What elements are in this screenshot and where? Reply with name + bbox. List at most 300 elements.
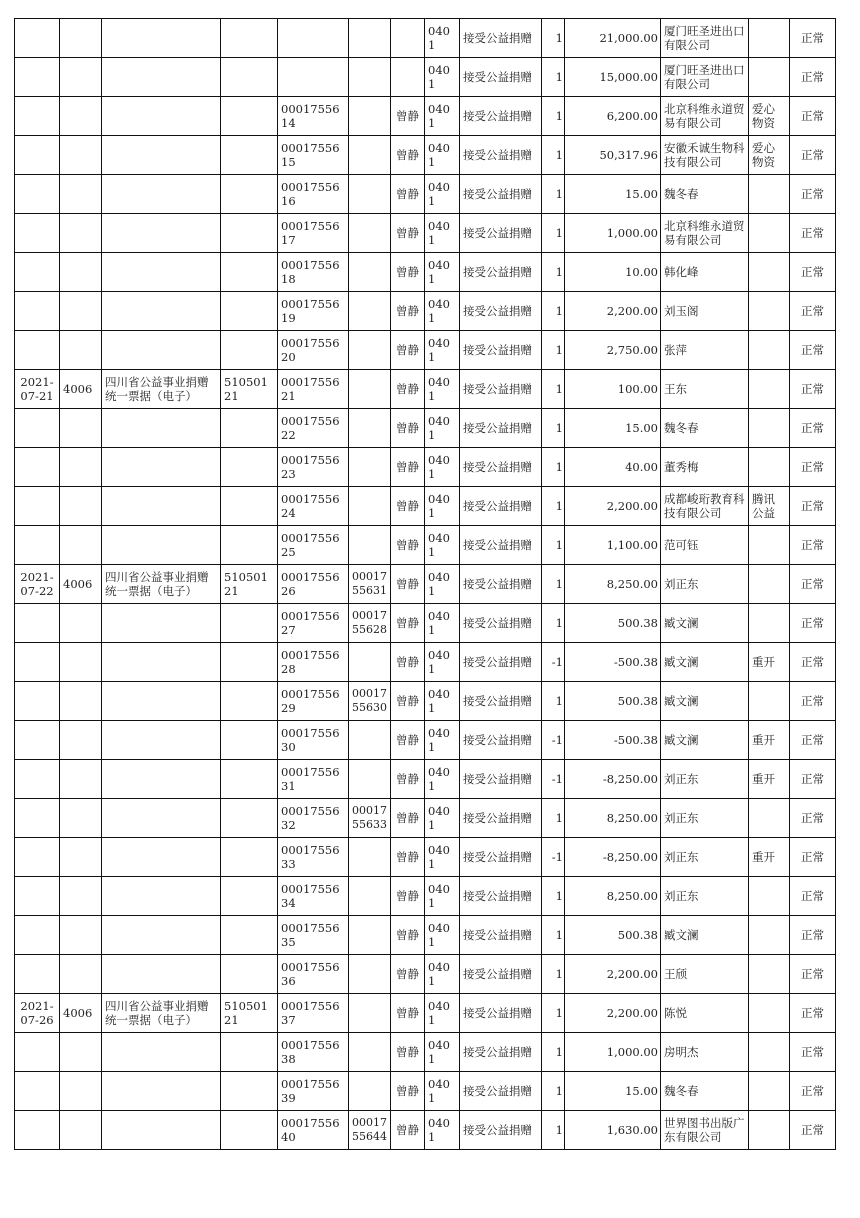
note-cell <box>749 916 790 955</box>
quantity-cell: 1 <box>542 136 565 175</box>
item-name-cell: 接受公益捐赠 <box>460 721 542 760</box>
ticket-code-cell <box>60 97 102 136</box>
date-cell: 2021-07-22 <box>15 565 60 604</box>
ticket-type-cell <box>102 1033 221 1072</box>
operator-cell: 曾静 <box>391 136 425 175</box>
ticket-number-cell: 0001755624 <box>278 487 349 526</box>
operator-cell: 曾静 <box>391 877 425 916</box>
item-name-cell: 接受公益捐赠 <box>460 877 542 916</box>
item-code-cell: 0401 <box>425 565 460 604</box>
amount-cell: 21,000.00 <box>565 19 661 58</box>
item-code-cell: 0401 <box>425 58 460 97</box>
item-code-cell: 0401 <box>425 643 460 682</box>
operator-cell: 曾静 <box>391 565 425 604</box>
quantity-cell: 1 <box>542 682 565 721</box>
related-number-cell <box>349 175 391 214</box>
ticket-type-cell <box>102 604 221 643</box>
status-cell: 正常 <box>790 721 836 760</box>
item-code-cell: 0401 <box>425 526 460 565</box>
table-row <box>15 292 836 331</box>
status-cell: 正常 <box>790 253 836 292</box>
amount-cell: 500.38 <box>565 916 661 955</box>
operator-cell: 曾静 <box>391 1072 425 1111</box>
payer-cell: 北京科维永道贸易有限公司 <box>661 214 749 253</box>
related-number-cell <box>349 58 391 97</box>
amount-cell: 500.38 <box>565 604 661 643</box>
operator-cell: 曾静 <box>391 214 425 253</box>
status-cell: 正常 <box>790 331 836 370</box>
note-cell <box>749 370 790 409</box>
status-cell: 正常 <box>790 955 836 994</box>
item-code-cell: 0401 <box>425 955 460 994</box>
item-name-cell: 接受公益捐赠 <box>460 487 542 526</box>
date-cell <box>15 682 60 721</box>
related-number-cell <box>349 214 391 253</box>
item-name-cell: 接受公益捐赠 <box>460 604 542 643</box>
operator-cell: 曾静 <box>391 604 425 643</box>
payer-cell: 臧文澜 <box>661 643 749 682</box>
batch-cell <box>221 487 278 526</box>
item-name-cell: 接受公益捐赠 <box>460 565 542 604</box>
status-cell: 正常 <box>790 409 836 448</box>
date-cell <box>15 1111 60 1150</box>
related-number-cell: 0001755631 <box>349 565 391 604</box>
item-name-cell: 接受公益捐赠 <box>460 760 542 799</box>
item-code-cell: 0401 <box>425 136 460 175</box>
ticket-type-cell <box>102 409 221 448</box>
ticket-code-cell <box>60 682 102 721</box>
ticket-number-cell: 0001755636 <box>278 955 349 994</box>
table-row <box>15 955 836 994</box>
status-cell: 正常 <box>790 97 836 136</box>
table-row <box>15 448 836 487</box>
status-cell: 正常 <box>790 565 836 604</box>
item-code-cell: 0401 <box>425 292 460 331</box>
amount-cell: 500.38 <box>565 682 661 721</box>
note-cell <box>749 58 790 97</box>
item-code-cell: 0401 <box>425 214 460 253</box>
ticket-code-cell: 4006 <box>60 370 102 409</box>
related-number-cell <box>349 136 391 175</box>
ticket-type-cell <box>102 643 221 682</box>
ticket-type-cell <box>102 487 221 526</box>
batch-cell <box>221 877 278 916</box>
item-code-cell: 0401 <box>425 760 460 799</box>
note-cell: 腾讯公益 <box>749 487 790 526</box>
table-body <box>15 19 836 1150</box>
ticket-type-cell <box>102 214 221 253</box>
table-row <box>15 526 836 565</box>
item-name-cell: 接受公益捐赠 <box>460 19 542 58</box>
note-cell: 重开 <box>749 838 790 877</box>
date-cell <box>15 643 60 682</box>
item-name-cell: 接受公益捐赠 <box>460 799 542 838</box>
operator-cell: 曾静 <box>391 253 425 292</box>
item-code-cell: 0401 <box>425 331 460 370</box>
amount-cell: 50,317.96 <box>565 136 661 175</box>
table-row <box>15 214 836 253</box>
item-code-cell: 0401 <box>425 1111 460 1150</box>
payer-cell: 臧文澜 <box>661 721 749 760</box>
ticket-number-cell: 0001755640 <box>278 1111 349 1150</box>
amount-cell: 2,750.00 <box>565 331 661 370</box>
item-code-cell: 0401 <box>425 604 460 643</box>
operator-cell: 曾静 <box>391 643 425 682</box>
amount-cell: -8,250.00 <box>565 760 661 799</box>
ticket-type-cell <box>102 682 221 721</box>
amount-cell: 1,100.00 <box>565 526 661 565</box>
payer-cell: 范可钰 <box>661 526 749 565</box>
item-name-cell: 接受公益捐赠 <box>460 409 542 448</box>
operator-cell: 曾静 <box>391 994 425 1033</box>
ticket-number-cell: 0001755630 <box>278 721 349 760</box>
related-number-cell <box>349 838 391 877</box>
quantity-cell: 1 <box>542 1033 565 1072</box>
item-name-cell: 接受公益捐赠 <box>460 526 542 565</box>
date-cell <box>15 838 60 877</box>
amount-cell: 8,250.00 <box>565 877 661 916</box>
status-cell: 正常 <box>790 838 836 877</box>
ticket-code-cell <box>60 760 102 799</box>
item-code-cell: 0401 <box>425 721 460 760</box>
related-number-cell <box>349 487 391 526</box>
item-code-cell: 0401 <box>425 19 460 58</box>
quantity-cell: 1 <box>542 565 565 604</box>
related-number-cell <box>349 1072 391 1111</box>
item-name-cell: 接受公益捐赠 <box>460 253 542 292</box>
note-cell <box>749 1033 790 1072</box>
note-cell: 重开 <box>749 643 790 682</box>
note-cell: 爱心物资 <box>749 136 790 175</box>
batch-cell <box>221 448 278 487</box>
ticket-number-cell: 0001755625 <box>278 526 349 565</box>
date-cell <box>15 955 60 994</box>
ticket-number-cell: 0001755622 <box>278 409 349 448</box>
status-cell: 正常 <box>790 1033 836 1072</box>
date-cell <box>15 760 60 799</box>
payer-cell: 陈悦 <box>661 994 749 1033</box>
related-number-cell <box>349 448 391 487</box>
operator-cell: 曾静 <box>391 721 425 760</box>
related-number-cell <box>349 760 391 799</box>
amount-cell: 15,000.00 <box>565 58 661 97</box>
payer-cell: 臧文澜 <box>661 604 749 643</box>
quantity-cell: 1 <box>542 487 565 526</box>
related-number-cell <box>349 877 391 916</box>
note-cell <box>749 175 790 214</box>
ticket-code-cell <box>60 292 102 331</box>
amount-cell: 1,630.00 <box>565 1111 661 1150</box>
item-name-cell: 接受公益捐赠 <box>460 994 542 1033</box>
table-row <box>15 331 836 370</box>
note-cell <box>749 214 790 253</box>
ticket-number-cell: 0001755633 <box>278 838 349 877</box>
table-row <box>15 877 836 916</box>
item-name-cell: 接受公益捐赠 <box>460 1111 542 1150</box>
payer-cell: 厦门旺圣进出口有限公司 <box>661 58 749 97</box>
table-row <box>15 565 836 604</box>
batch-cell <box>221 604 278 643</box>
related-number-cell <box>349 292 391 331</box>
batch-cell <box>221 292 278 331</box>
ticket-number-cell: 0001755617 <box>278 214 349 253</box>
batch-cell <box>221 331 278 370</box>
table-row <box>15 838 836 877</box>
status-cell: 正常 <box>790 292 836 331</box>
status-cell: 正常 <box>790 136 836 175</box>
ticket-code-cell <box>60 526 102 565</box>
payer-cell: 刘正东 <box>661 760 749 799</box>
note-cell: 爱心物资 <box>749 97 790 136</box>
ticket-code-cell <box>60 916 102 955</box>
status-cell: 正常 <box>790 877 836 916</box>
ticket-code-cell <box>60 136 102 175</box>
note-cell <box>749 331 790 370</box>
operator-cell: 曾静 <box>391 799 425 838</box>
table-row <box>15 604 836 643</box>
ticket-number-cell: 0001755634 <box>278 877 349 916</box>
ticket-type-cell <box>102 97 221 136</box>
table-row <box>15 136 836 175</box>
date-cell <box>15 1033 60 1072</box>
ticket-type-cell <box>102 448 221 487</box>
item-code-cell: 0401 <box>425 97 460 136</box>
ticket-number-cell: 0001755638 <box>278 1033 349 1072</box>
quantity-cell: -1 <box>542 838 565 877</box>
ticket-type-cell <box>102 721 221 760</box>
amount-cell: 15.00 <box>565 1072 661 1111</box>
batch-cell <box>221 760 278 799</box>
batch-cell <box>221 799 278 838</box>
note-cell <box>749 292 790 331</box>
operator-cell: 曾静 <box>391 838 425 877</box>
related-number-cell <box>349 955 391 994</box>
date-cell <box>15 487 60 526</box>
table-row <box>15 721 836 760</box>
status-cell: 正常 <box>790 604 836 643</box>
ticket-type-cell <box>102 58 221 97</box>
quantity-cell: 1 <box>542 448 565 487</box>
amount-cell: 2,200.00 <box>565 994 661 1033</box>
operator-cell: 曾静 <box>391 97 425 136</box>
ticket-type-cell <box>102 916 221 955</box>
date-cell <box>15 916 60 955</box>
table-row <box>15 175 836 214</box>
batch-cell <box>221 1033 278 1072</box>
related-number-cell <box>349 994 391 1033</box>
date-cell <box>15 604 60 643</box>
date-cell <box>15 409 60 448</box>
quantity-cell: -1 <box>542 760 565 799</box>
operator-cell: 曾静 <box>391 916 425 955</box>
ticket-type-cell <box>102 331 221 370</box>
related-number-cell <box>349 370 391 409</box>
batch-cell <box>221 214 278 253</box>
ticket-number-cell: 0001755629 <box>278 682 349 721</box>
batch-cell <box>221 19 278 58</box>
batch-cell <box>221 58 278 97</box>
quantity-cell: 1 <box>542 994 565 1033</box>
ticket-number-cell: 0001755626 <box>278 565 349 604</box>
date-cell <box>15 292 60 331</box>
ticket-code-cell <box>60 1033 102 1072</box>
amount-cell: 10.00 <box>565 253 661 292</box>
batch-cell <box>221 409 278 448</box>
related-number-cell: 0001755630 <box>349 682 391 721</box>
ticket-code-cell <box>60 253 102 292</box>
ticket-code-cell <box>60 838 102 877</box>
amount-cell: 2,200.00 <box>565 292 661 331</box>
note-cell <box>749 1111 790 1150</box>
item-name-cell: 接受公益捐赠 <box>460 955 542 994</box>
item-name-cell: 接受公益捐赠 <box>460 370 542 409</box>
note-cell <box>749 19 790 58</box>
status-cell: 正常 <box>790 214 836 253</box>
payer-cell: 臧文澜 <box>661 682 749 721</box>
note-cell <box>749 253 790 292</box>
item-code-cell: 0401 <box>425 1072 460 1111</box>
ticket-code-cell <box>60 487 102 526</box>
payer-cell: 安徽禾诚生物科技有限公司 <box>661 136 749 175</box>
status-cell: 正常 <box>790 175 836 214</box>
operator-cell: 曾静 <box>391 1033 425 1072</box>
payer-cell: 刘正东 <box>661 838 749 877</box>
item-name-cell: 接受公益捐赠 <box>460 331 542 370</box>
table-row <box>15 487 836 526</box>
ticket-type-cell <box>102 175 221 214</box>
related-number-cell <box>349 1033 391 1072</box>
note-cell <box>749 448 790 487</box>
date-cell <box>15 58 60 97</box>
item-name-cell: 接受公益捐赠 <box>460 136 542 175</box>
operator-cell: 曾静 <box>391 448 425 487</box>
ticket-code-cell <box>60 604 102 643</box>
quantity-cell: 1 <box>542 877 565 916</box>
quantity-cell: -1 <box>542 643 565 682</box>
related-number-cell <box>349 97 391 136</box>
note-cell <box>749 955 790 994</box>
batch-cell <box>221 916 278 955</box>
table-row <box>15 994 836 1033</box>
status-cell: 正常 <box>790 448 836 487</box>
status-cell: 正常 <box>790 526 836 565</box>
batch-cell <box>221 1111 278 1150</box>
batch-cell: 51050121 <box>221 994 278 1033</box>
ticket-code-cell <box>60 955 102 994</box>
batch-cell <box>221 97 278 136</box>
quantity-cell: 1 <box>542 370 565 409</box>
note-cell <box>749 526 790 565</box>
ticket-code-cell <box>60 175 102 214</box>
related-number-cell: 0001755628 <box>349 604 391 643</box>
operator-cell: 曾静 <box>391 955 425 994</box>
ticket-number-cell: 0001755621 <box>278 370 349 409</box>
item-name-cell: 接受公益捐赠 <box>460 916 542 955</box>
operator-cell: 曾静 <box>391 370 425 409</box>
date-cell <box>15 19 60 58</box>
quantity-cell: 1 <box>542 799 565 838</box>
status-cell: 正常 <box>790 916 836 955</box>
ticket-code-cell <box>60 1072 102 1111</box>
status-cell: 正常 <box>790 682 836 721</box>
table-row <box>15 799 836 838</box>
ticket-code-cell <box>60 721 102 760</box>
ticket-type-cell <box>102 292 221 331</box>
ticket-type-cell <box>102 1111 221 1150</box>
date-cell <box>15 331 60 370</box>
status-cell: 正常 <box>790 58 836 97</box>
operator-cell: 曾静 <box>391 682 425 721</box>
item-name-cell: 接受公益捐赠 <box>460 1072 542 1111</box>
related-number-cell <box>349 331 391 370</box>
receipt-ledger-table <box>14 18 836 1150</box>
item-name-cell: 接受公益捐赠 <box>460 292 542 331</box>
date-cell <box>15 526 60 565</box>
table-row <box>15 97 836 136</box>
ticket-number-cell: 0001755618 <box>278 253 349 292</box>
batch-cell <box>221 838 278 877</box>
related-number-cell <box>349 526 391 565</box>
date-cell <box>15 214 60 253</box>
status-cell: 正常 <box>790 487 836 526</box>
table-row <box>15 682 836 721</box>
operator-cell: 曾静 <box>391 487 425 526</box>
amount-cell: 2,200.00 <box>565 955 661 994</box>
ticket-type-cell <box>102 526 221 565</box>
batch-cell <box>221 1072 278 1111</box>
ticket-number-cell: 0001755639 <box>278 1072 349 1111</box>
item-name-cell: 接受公益捐赠 <box>460 97 542 136</box>
payer-cell: 刘正东 <box>661 877 749 916</box>
item-name-cell: 接受公益捐赠 <box>460 838 542 877</box>
payer-cell: 张萍 <box>661 331 749 370</box>
status-cell: 正常 <box>790 760 836 799</box>
status-cell: 正常 <box>790 1111 836 1150</box>
ticket-number-cell: 0001755632 <box>278 799 349 838</box>
batch-cell <box>221 643 278 682</box>
ticket-code-cell <box>60 331 102 370</box>
table-row <box>15 370 836 409</box>
item-code-cell: 0401 <box>425 448 460 487</box>
amount-cell: 8,250.00 <box>565 565 661 604</box>
quantity-cell: 1 <box>542 916 565 955</box>
amount-cell: 2,200.00 <box>565 487 661 526</box>
quantity-cell: 1 <box>542 1111 565 1150</box>
table-row <box>15 916 836 955</box>
ticket-number-cell: 0001755619 <box>278 292 349 331</box>
date-cell <box>15 721 60 760</box>
payer-cell: 世界图书出版广东有限公司 <box>661 1111 749 1150</box>
status-cell: 正常 <box>790 643 836 682</box>
ticket-type-cell <box>102 877 221 916</box>
amount-cell: -8,250.00 <box>565 838 661 877</box>
date-cell: 2021-07-21 <box>15 370 60 409</box>
related-number-cell: 0001755644 <box>349 1111 391 1150</box>
ticket-number-cell: 0001755628 <box>278 643 349 682</box>
table-row <box>15 1033 836 1072</box>
ticket-number-cell: 0001755620 <box>278 331 349 370</box>
quantity-cell: 1 <box>542 526 565 565</box>
related-number-cell <box>349 19 391 58</box>
table-row <box>15 58 836 97</box>
date-cell: 2021-07-26 <box>15 994 60 1033</box>
operator-cell: 曾静 <box>391 409 425 448</box>
payer-cell: 王东 <box>661 370 749 409</box>
ticket-code-cell <box>60 58 102 97</box>
operator-cell: 曾静 <box>391 175 425 214</box>
payer-cell: 韩化峰 <box>661 253 749 292</box>
date-cell <box>15 97 60 136</box>
